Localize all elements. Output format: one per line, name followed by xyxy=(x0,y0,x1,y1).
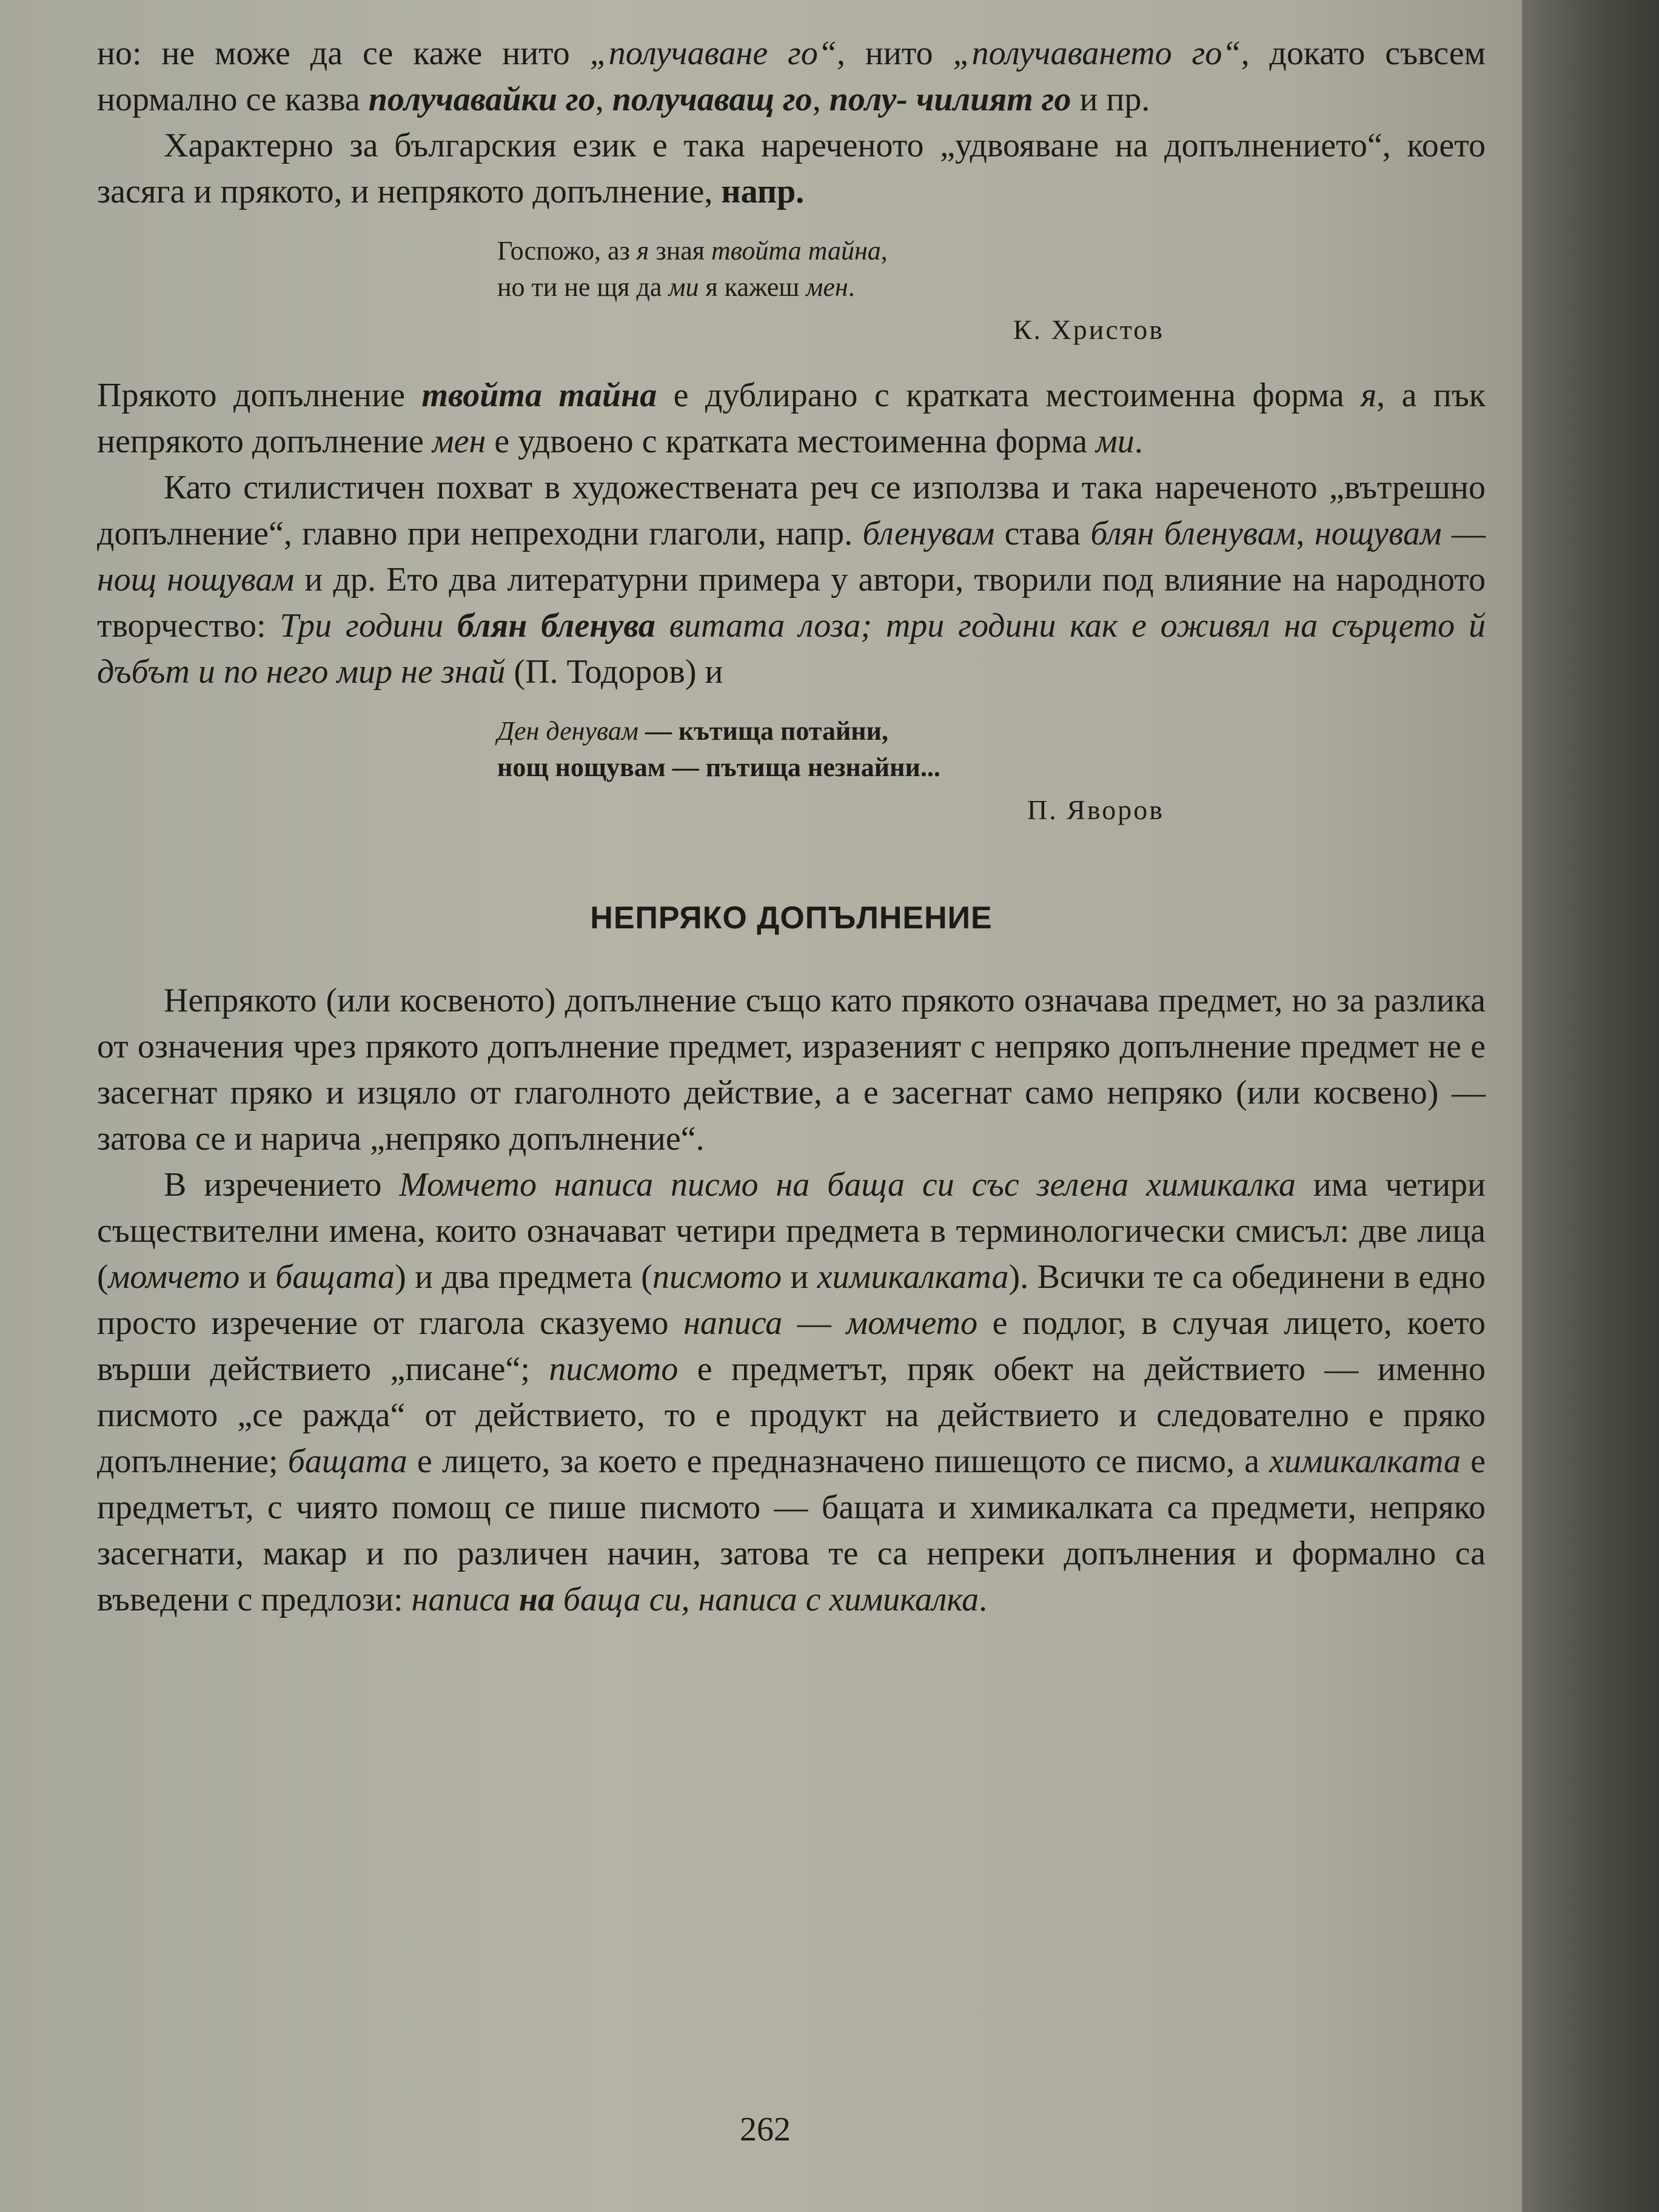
poem-author: П. Яворов xyxy=(1027,794,1164,825)
paragraph-example: В изречението Момчето написа писмо на баща си със зелена химикалка има четири съществителни имена, които означават четири предмета в терминологически смисъл: две лица (момчето и бащата) и два предмета (писмото и химикалката). Всички те са обединени в едно просто изречение от глагола сказуемо написа — момчето е подлог, в случая лицето, което върши действието „писане“; писмото е предметът, пряк обект на действието — именно писмото „се ражда“ от действието, то е продукт на действието и следователно е пряко допълнение; бащата е лицето, за което е предназначено пишещото се писмо, а химикалката е предметът, с чиято помощ се пише писмото — бащата и химикалката са предмети, непряко засегнати, макар и по различен начин, затова те са непреки допълнения и формално са въведени с предлози: написа на баща си, написа с химикалка. xyxy=(97,1166,1486,1618)
page-edge-shadow xyxy=(1522,0,1659,2212)
italic-example: полу- xyxy=(829,81,908,118)
poem-line: но ти не щя да ми я кажеш мен. xyxy=(497,272,855,302)
paragraph-continuation xyxy=(97,30,1486,122)
poem-line: Ден денувам — кътища потайни, xyxy=(497,716,889,746)
poem-author: К. Христов xyxy=(1013,314,1164,345)
text-run: , xyxy=(812,81,830,118)
text-run: и пр. xyxy=(1071,81,1150,118)
page-number: 262 xyxy=(740,2111,791,2148)
paragraph-explanation: Прякото допълнение твойта тайна е дублирано с кратката местоименна форма я, а пък непрякото допълнение мен е удвоено с кратката местоименна форма ми. xyxy=(97,377,1486,460)
italic-example: „получаването го“ xyxy=(953,35,1241,72)
poem-quote-yavorov xyxy=(497,713,1164,828)
page-text xyxy=(97,30,1486,1623)
poem-line: Госпожо, аз я зная твойта тайна, xyxy=(497,236,888,266)
poem-quote-hristov xyxy=(497,233,1164,348)
paragraph-doubling xyxy=(97,122,1486,215)
bold-abbrev: напр. xyxy=(721,173,805,210)
paragraph-definition: Непрякото (или косвеното) допълнение също като прякото означава предмет, но за разлика от означения чрез прякото допълнение предмет, изразеният с непряко допълнение предмет не е засегнат пряко и изцяло от глаголното действие, а е засегнат само непряко (или косвено) — затова се и нарича „непряко допълнение“. xyxy=(97,982,1486,1158)
text-run: Характерно за българския език е така нареченото „удвояване на допълнението“, което засяга и прякото, и непрякото допълнение, xyxy=(97,127,1486,210)
text-run: докато съвсем нормално се казва xyxy=(97,35,1486,118)
section-heading: НЕПРЯКО ДОПЪЛНЕНИЕ xyxy=(590,900,993,936)
italic-example: получавайки го xyxy=(368,81,595,118)
italic-example: „получаване го“ xyxy=(589,35,837,72)
paragraph-inner-object: Като стилистичен похват в художествената реч се използва и така нареченото „вътрешно допълнение“, главно при непреходни глаголи, напр. бленувам става блян бленувам, нощувам — нощ нощувам и др. Ето два литературни примера у автори, творили под влияние на народното творчество: Три години блян бленува витата лоза; три години как е оживял на сърцето й дъбът и по него мир не знай (П. Тодоров) и xyxy=(97,469,1486,691)
italic-example: чилият го xyxy=(916,81,1071,118)
poem-line: нощ нощувам — пътища незнайни... xyxy=(497,752,940,782)
text-run: , xyxy=(1241,35,1250,72)
text-run: , нито xyxy=(837,35,953,72)
text-run: , xyxy=(595,81,612,118)
text-run: но: не може да се каже нито xyxy=(97,35,590,72)
italic-example: получаващ го xyxy=(612,81,813,118)
